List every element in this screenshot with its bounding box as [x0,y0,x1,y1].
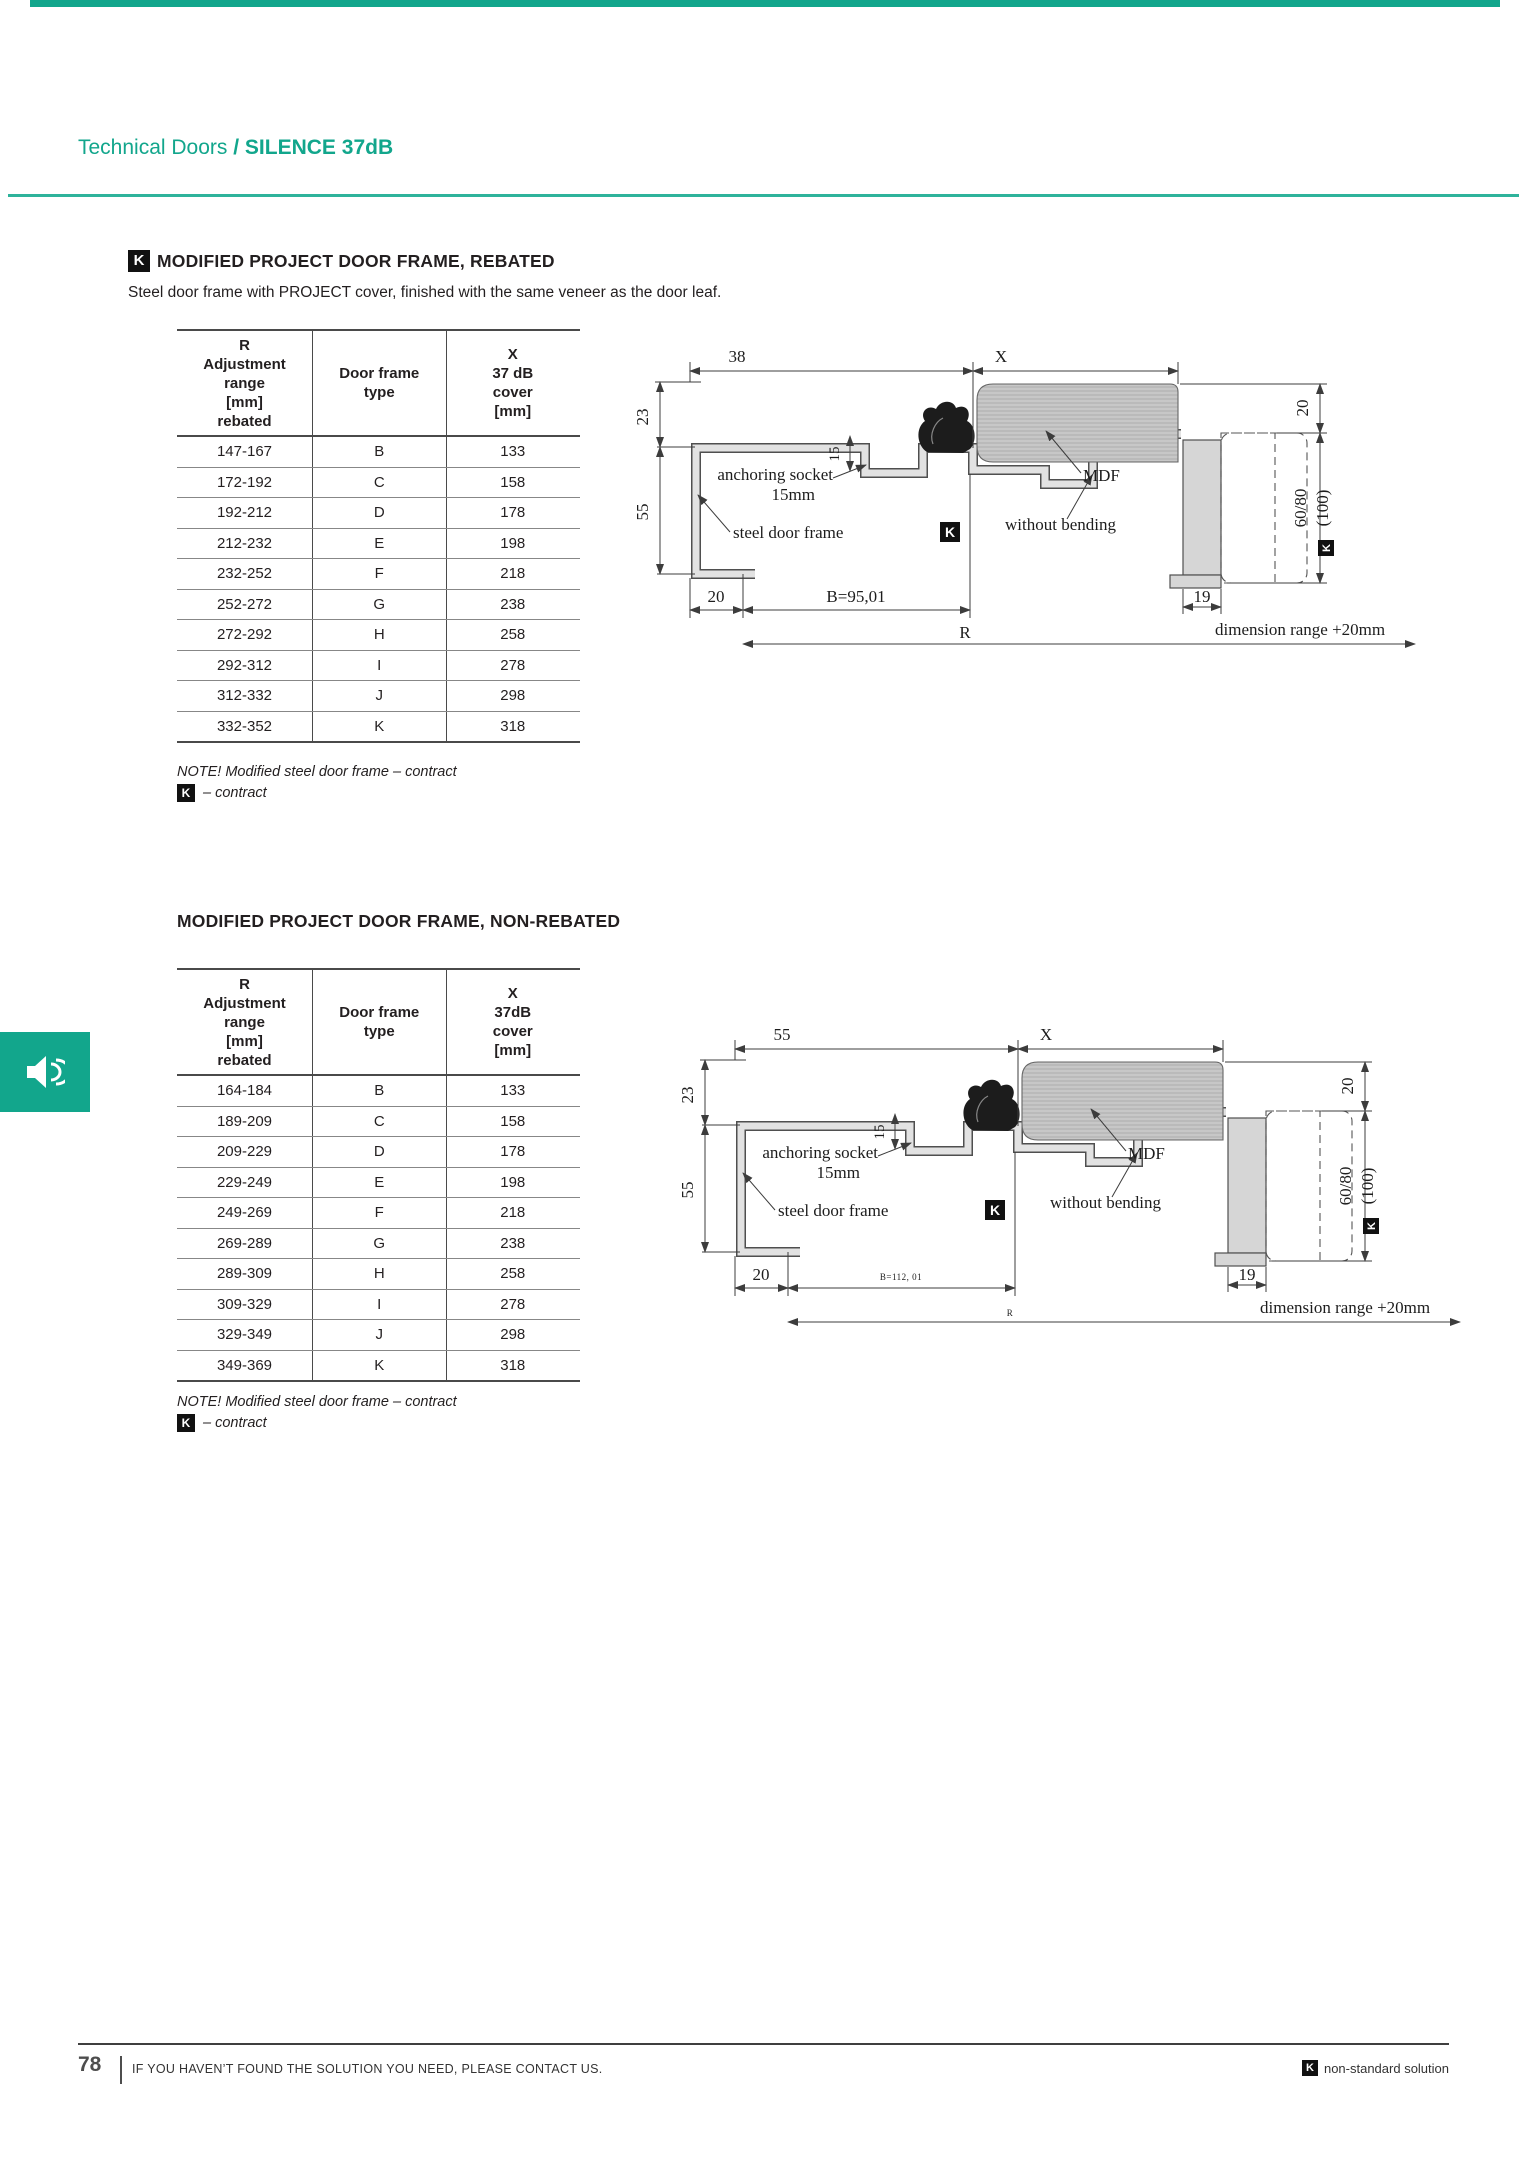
door-leaf [1228,1118,1266,1253]
drawing-label-dim_6080: 60/80 [1291,488,1310,528]
note-legend: – contract [203,1415,267,1431]
door-frame-cross-section [560,1000,1480,1336]
table-cell: K [312,1351,446,1381]
drawing-label-dim_15: 15 [827,446,843,462]
speaker-icon [25,1055,65,1089]
breadcrumb-page: / SILENCE 37dB [233,136,394,159]
rebated-drawing [515,322,1435,663]
drawing-label-k: K [989,1202,1001,1218]
footer-legend [1302,2060,1449,2076]
note-text: NOTE! Modified steel door frame – contract [177,1394,457,1410]
drawing-label-dim_55: 55 [633,503,652,521]
non-standard-icon: K [177,1414,195,1432]
drawing-label-dim_23: 23 [678,1086,697,1104]
acoustic-section-tab [0,1032,90,1112]
table-cell: 309-329 [216,1295,273,1313]
table-header-cell: Door frame type [312,331,446,435]
table-cell: I [312,651,446,681]
table-header-cell: R Adjustment range [mm] rebated [203,975,286,1069]
gasket-seal [963,1080,1019,1131]
table-cell: K [312,712,446,742]
page-number: 78 [78,2053,102,2076]
footer-divider [120,2056,122,2084]
section-1-subtitle: Steel door frame with PROJECT cover, finished with the same veneer as the door leaf. [128,284,722,301]
footer-contact-text: IF YOU HAVEN’T FOUND THE SOLUTION YOU NEED, PLEASE CONTACT US. [132,2062,603,2076]
table-cell: F [312,1198,446,1228]
table-cell: 269-289 [216,1234,273,1252]
drawing-label-dim_top_left: 38 [728,347,746,366]
table-cell: E [312,529,446,559]
table-cell: 278 [446,651,580,681]
non-rebated-drawing [560,1000,1480,1341]
table-cell: 249-269 [216,1204,273,1222]
drawing-label-mdf: MDF [1128,1144,1165,1163]
contract-icon [985,1200,1005,1220]
table-cell: 229-249 [216,1173,273,1191]
table-cell: I [312,1290,446,1320]
table-cell: 318 [446,712,580,742]
drawing-label-anchoring_2: 15mm [816,1163,860,1182]
drawing-label-anchoring_1: anchoring socket [762,1143,878,1162]
table-header-cell: X 37dB cover [mm] [446,970,580,1074]
door-leaf [1183,440,1221,575]
drawing-label-range: dimension range +20mm [1260,1298,1431,1317]
table-row [177,711,580,742]
drawing-label-dim_top_left: 55 [773,1025,791,1044]
header-rule [8,194,1519,197]
table-cell: C [312,468,446,498]
drawing-label-dim_20_left: 20 [707,587,725,606]
footer-rule [78,2043,1449,2045]
table-cell: F [312,559,446,589]
table-cell: 318 [446,1351,580,1381]
table-cell: 198 [446,1168,580,1198]
drawing-label-dim_100: (100) [1313,489,1332,527]
table-header-cell: R Adjustment range [mm] rebated [203,336,286,430]
drawing-label-dim_b: B=112, 01 [879,1272,923,1282]
drawing-label-dim_19: 19 [1238,1265,1256,1284]
note-text: NOTE! Modified steel door frame – contract [177,764,457,780]
non-standard-icon: K [177,784,195,802]
table-cell: 238 [446,1229,580,1259]
contract-icon-rotated [1318,540,1334,556]
table-cell: H [312,1259,446,1289]
table-cell: 289-309 [216,1265,273,1283]
table-cell: 258 [446,1259,580,1289]
table-cell: D [312,1137,446,1167]
section-2-title: MODIFIED PROJECT DOOR FRAME, NON-REBATED [177,911,621,931]
drawing-label-k2: K [1321,544,1333,552]
drawing-label-dim_20_left: 20 [752,1265,770,1284]
table-cell: J [312,681,446,711]
drawing-label-dim_x: X [994,347,1008,366]
drawing-label-k: K [944,524,956,540]
table-row [177,1228,580,1259]
drawing-label-dim_x: X [1039,1025,1053,1044]
drawing-label-anchoring_2: 15mm [771,485,815,504]
table-cell: 272-292 [216,626,273,644]
table-cell: 329-349 [216,1326,273,1344]
drawing-label-dim_r: R [959,623,971,642]
table-row [177,1106,580,1137]
table-cell: C [312,1107,446,1137]
table-cell: J [312,1320,446,1350]
drawing-label-dim_20_right: 20 [1293,399,1312,417]
drawing-label-dim_19: 19 [1193,587,1211,606]
footer-legend-text: non-standard solution [1323,2060,1449,2076]
table-row [177,1167,580,1198]
table-cell: G [312,1229,446,1259]
table-cell: 312-332 [216,687,273,705]
table-cell: B [312,437,446,467]
table-row [177,1076,580,1106]
table-cell: 172-192 [216,473,273,491]
non-standard-icon: K [1302,2060,1318,2076]
table-row [177,1350,580,1381]
table-cell: 258 [446,620,580,650]
door-frame-cross-section [515,322,1435,658]
note-legend: – contract [203,785,267,801]
table-cell: 298 [446,1320,580,1350]
drawing-label-without: without bending [1005,515,1116,534]
table-cell: 178 [446,498,580,528]
table-row [177,1319,580,1350]
table-cell: 133 [446,437,580,467]
non-rebated-table [177,968,580,1382]
table-cell: 292-312 [216,656,273,674]
drawing-label-dim_15: 15 [872,1124,888,1140]
table-cell: 178 [446,1137,580,1167]
section-2-note [177,1394,457,1432]
table-cell: 133 [446,1076,580,1106]
top-accent-bar [30,0,1500,7]
table-cell: 158 [446,1107,580,1137]
drawing-label-dim_20_right: 20 [1338,1077,1357,1095]
table-cell: 238 [446,590,580,620]
breadcrumb [78,136,393,160]
mdf-cover [1022,1062,1223,1140]
drawing-label-dim_23: 23 [633,408,652,426]
breadcrumb-section: Technical Doors [78,136,228,159]
drawing-label-range: dimension range +20mm [1215,620,1386,639]
table-row [177,1289,580,1320]
contract-icon [940,522,960,542]
drawing-label-dim_b: B=95,01 [826,587,886,606]
table-row [177,1136,580,1167]
drawing-label-dim_r: R [1006,1308,1014,1318]
table-cell: 164-184 [216,1082,273,1100]
drawing-label-steel: steel door frame [733,523,844,542]
table-cell: 209-229 [216,1143,273,1161]
table-header-cell: Door frame type [312,970,446,1074]
mdf-cover [977,384,1178,462]
table-row [177,680,580,711]
table-cell: B [312,1076,446,1106]
table-cell: 158 [446,468,580,498]
table-row [177,1258,580,1289]
table-cell: 212-232 [216,534,273,552]
table-cell: 147-167 [216,443,273,461]
table-row [177,1197,580,1228]
table-cell: 332-352 [216,717,273,735]
table-cell: 218 [446,1198,580,1228]
section-1-title: MODIFIED PROJECT DOOR FRAME, REBATED [157,250,555,271]
table-cell: H [312,620,446,650]
drawing-label-k2: K [1366,1222,1378,1230]
table-cell: 232-252 [216,565,273,583]
drawing-label-dim_6080: 60/80 [1336,1166,1355,1206]
drawing-label-steel: steel door frame [778,1201,889,1220]
table-cell: 298 [446,681,580,711]
gasket-seal [918,402,974,453]
table-cell: 349-369 [216,1356,273,1374]
table-header-cell: X 37 dB cover [mm] [446,331,580,435]
table-cell: 218 [446,559,580,589]
drawing-label-dim_55: 55 [678,1181,697,1199]
table-cell: 198 [446,529,580,559]
contract-icon-rotated [1363,1218,1379,1234]
table-cell: G [312,590,446,620]
drawing-label-dim_100: (100) [1358,1167,1377,1205]
drawing-label-anchoring_1: anchoring socket [717,465,833,484]
drawing-label-without: without bending [1050,1193,1161,1212]
table-cell: E [312,1168,446,1198]
drawing-label-mdf: MDF [1083,466,1120,485]
non-standard-icon: K [128,250,150,272]
table-cell: 192-212 [216,504,273,522]
table-cell: 278 [446,1290,580,1320]
table-cell: 189-209 [216,1112,273,1130]
table-cell: D [312,498,446,528]
section-1-note [177,764,457,802]
table-cell: 252-272 [216,595,273,613]
